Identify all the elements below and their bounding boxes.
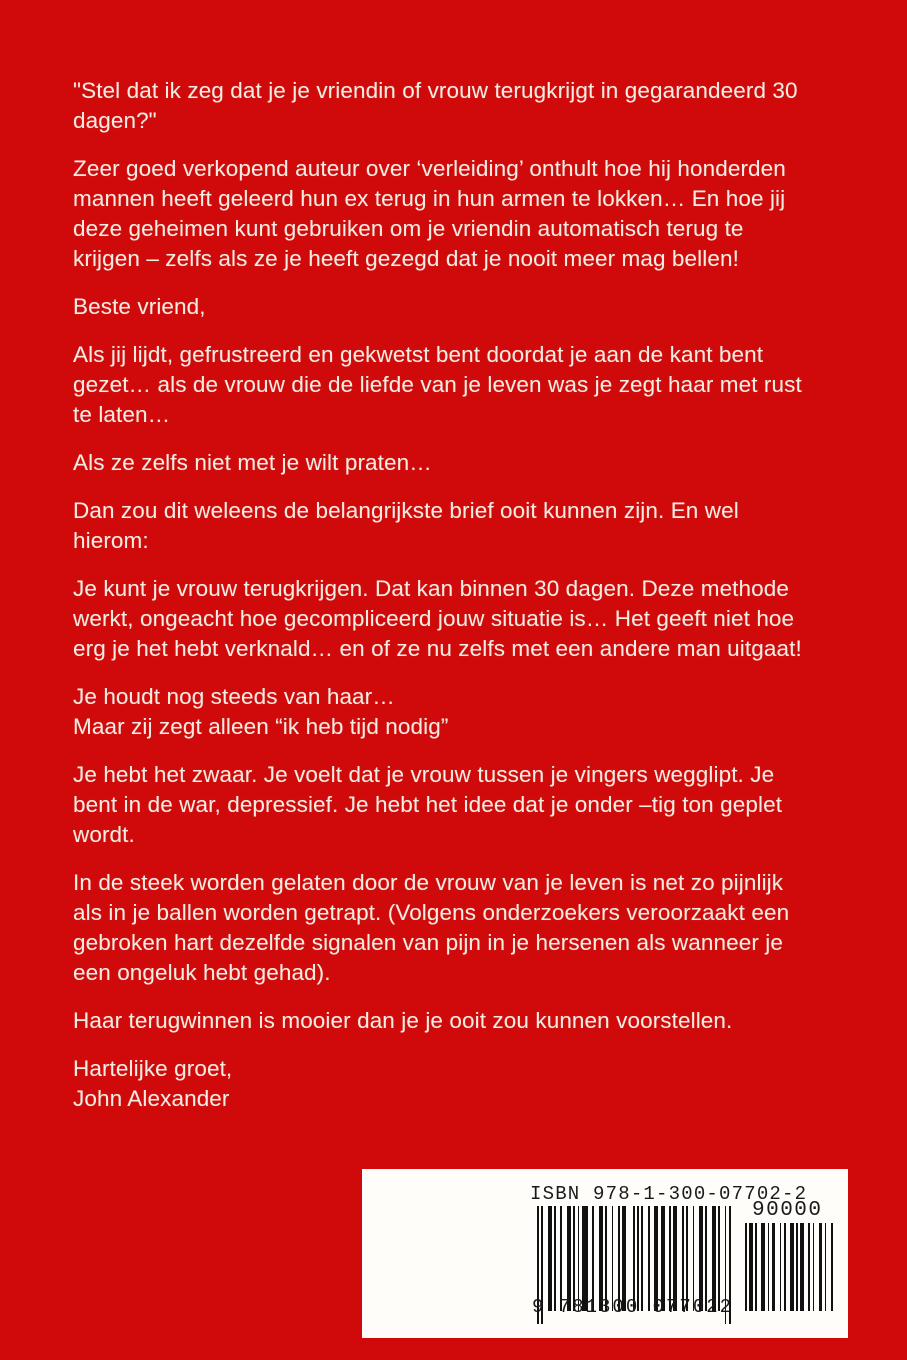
body-paragraph-1: Als jij lijdt, gefrustreerd en gekwetst bent doordat je aan de kant bent gezet… als de vrouw die de liefde van je leven was je zegt haar met rust te laten… (73, 342, 802, 427)
body-paragraph-2: Als ze zelfs niet met je wilt praten… (73, 450, 432, 475)
sign-off: Hartelijke groet, John Alexander (73, 1056, 233, 1111)
supplemental-barcode-bars (745, 1223, 835, 1311)
body-paragraph-5: Je houdt nog steeds van haar… Maar zij zegt alleen “ik heb tijd nodig” (73, 684, 449, 739)
supplemental-code-text: 90000 (752, 1199, 823, 1222)
ean13-digits: 9 781300 077022 (532, 1296, 734, 1318)
salutation: Beste vriend, (73, 294, 206, 319)
back-cover-copy (73, 76, 815, 1114)
subheadline: Zeer goed verkopend auteur over ‘verleiding’ onthult hoe hij honderden mannen heeft geleerd hun ex terug in hun armen te lokken… En hoe jij deze geheimen kunt gebruiken om je vriendin automatisch terug te krijgen – zelfs als ze je heeft gezegd dat je nooit meer mag bellen! (73, 156, 786, 271)
body-paragraph-6: Je hebt het zwaar. Je voelt dat je vrouw tussen je vingers wegglipt. Je bent in de war, depressief. Je hebt het idee dat je onder –tig ton geplet wordt. (73, 762, 783, 847)
isbn-label: ISBN 978-1-300-07702-2 (530, 1183, 808, 1205)
body-paragraph-3: Dan zou dit weleens de belangrijkste brief ooit kunnen zijn. En wel hierom: (73, 498, 739, 553)
headline-quote: "Stel dat ik zeg dat je je vriendin of vrouw terugkrijgt in gegarandeerd 30 dagen?" (73, 78, 798, 133)
body-paragraph-7: In de steek worden gelaten door de vrouw van je leven is net zo pijnlijk als in je ballen worden getrapt. (Volgens onderzoekers veroorzaakt een gebroken hart dezelfde signalen van pijn in je hersenen als wanneer je een ongeluk hebt gehad). (73, 870, 790, 985)
body-paragraph-8: Haar terugwinnen is mooier dan je je ooit zou kunnen voorstellen. (73, 1008, 733, 1033)
barcode-panel (362, 1169, 848, 1338)
body-paragraph-4: Je kunt je vrouw terugkrijgen. Dat kan binnen 30 dagen. Deze methode werkt, ongeacht hoe gecompliceerd jouw situatie is… Het geeft niet hoe erg je het hebt verknald… en of ze nu zelfs met een andere man uitgaat! (73, 576, 802, 661)
barcode-inner (362, 1169, 848, 1338)
